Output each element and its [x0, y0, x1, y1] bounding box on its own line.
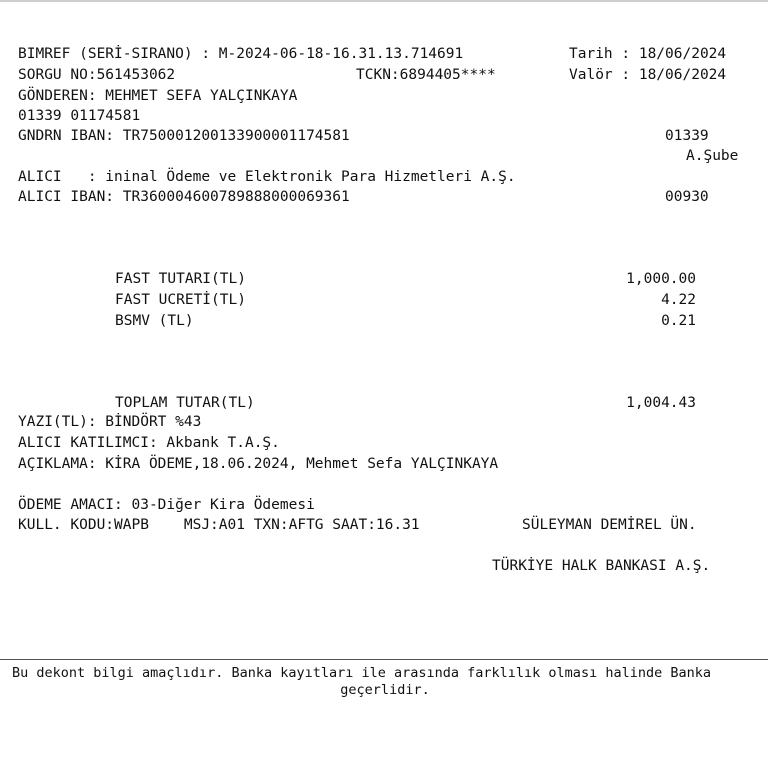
amount-in-words: YAZI(TL): BİNDÖRT %43 [18, 414, 202, 430]
sender-account: 01339 01174581 [18, 108, 141, 124]
branch-name: SÜLEYMAN DEMİREL ÜN. [522, 517, 697, 533]
total-value: 1,004.43 [626, 395, 696, 411]
sender-iban: GNDRN IBAN: TR750001200133900001174581 [18, 128, 350, 144]
fast-amount-label: FAST TUTARI(TL) [115, 271, 246, 287]
disclaimer-line-1: Bu dekont bilgi amaçlıdır. Banka kayıtları ile arasında farklılık olması halinde Banka [12, 665, 711, 681]
bsmv-value: 0.21 [661, 313, 696, 329]
sender-name: GÖNDEREN: MEHMET SEFA YALÇINKAYA [18, 88, 298, 104]
fast-fee-label: FAST UCRETİ(TL) [115, 292, 246, 308]
description: AÇIKLAMA: KİRA ÖDEME,18.06.2024, Mehmet Sefa YALÇINKAYA [18, 456, 499, 472]
tckn: TCKN:6894405**** [356, 67, 496, 83]
date-line: Tarih : 18/06/2024 [569, 46, 727, 62]
receiver-name: ALICI : ininal Ödeme ve Elektronik Para Hizmetleri A.Ş. [18, 169, 516, 185]
user-code-line: KULL. KODU:WAPB MSJ:A01 TXN:AFTG SAAT:16.31 [18, 517, 420, 533]
fast-fee-value: 4.22 [661, 292, 696, 308]
receiver-branch-code: 00930 [665, 189, 709, 205]
payment-purpose: ÖDEME AMACI: 03-Diğer Kira Ödemesi [18, 497, 315, 513]
bank-name: TÜRKİYE HALK BANKASI A.Ş. [492, 558, 711, 574]
sender-branch-code: 01339 [665, 128, 709, 144]
footer-divider [0, 659, 768, 660]
receiver-iban: ALICI IBAN: TR360004600789888000069361 [18, 189, 350, 205]
sender-branch-name: A.Şube [686, 148, 739, 164]
bsmv-label: BSMV (TL) [115, 313, 194, 329]
total-label: TOPLAM TUTAR(TL) [115, 395, 255, 411]
query-number: SORGU NO:561453062 [18, 67, 176, 83]
bimref-line: BIMREF (SERİ-SIRANO) : M-2024-06-18-16.31.13.714691 [18, 46, 464, 62]
disclaimer-line-2: geçerlidir. [340, 682, 430, 698]
top-border [0, 0, 768, 2]
fast-amount-value: 1,000.00 [626, 271, 696, 287]
receiver-participant: ALICI KATILIMCI: Akbank T.A.Ş. [18, 435, 280, 451]
value-date: Valör : 18/06/2024 [569, 67, 727, 83]
